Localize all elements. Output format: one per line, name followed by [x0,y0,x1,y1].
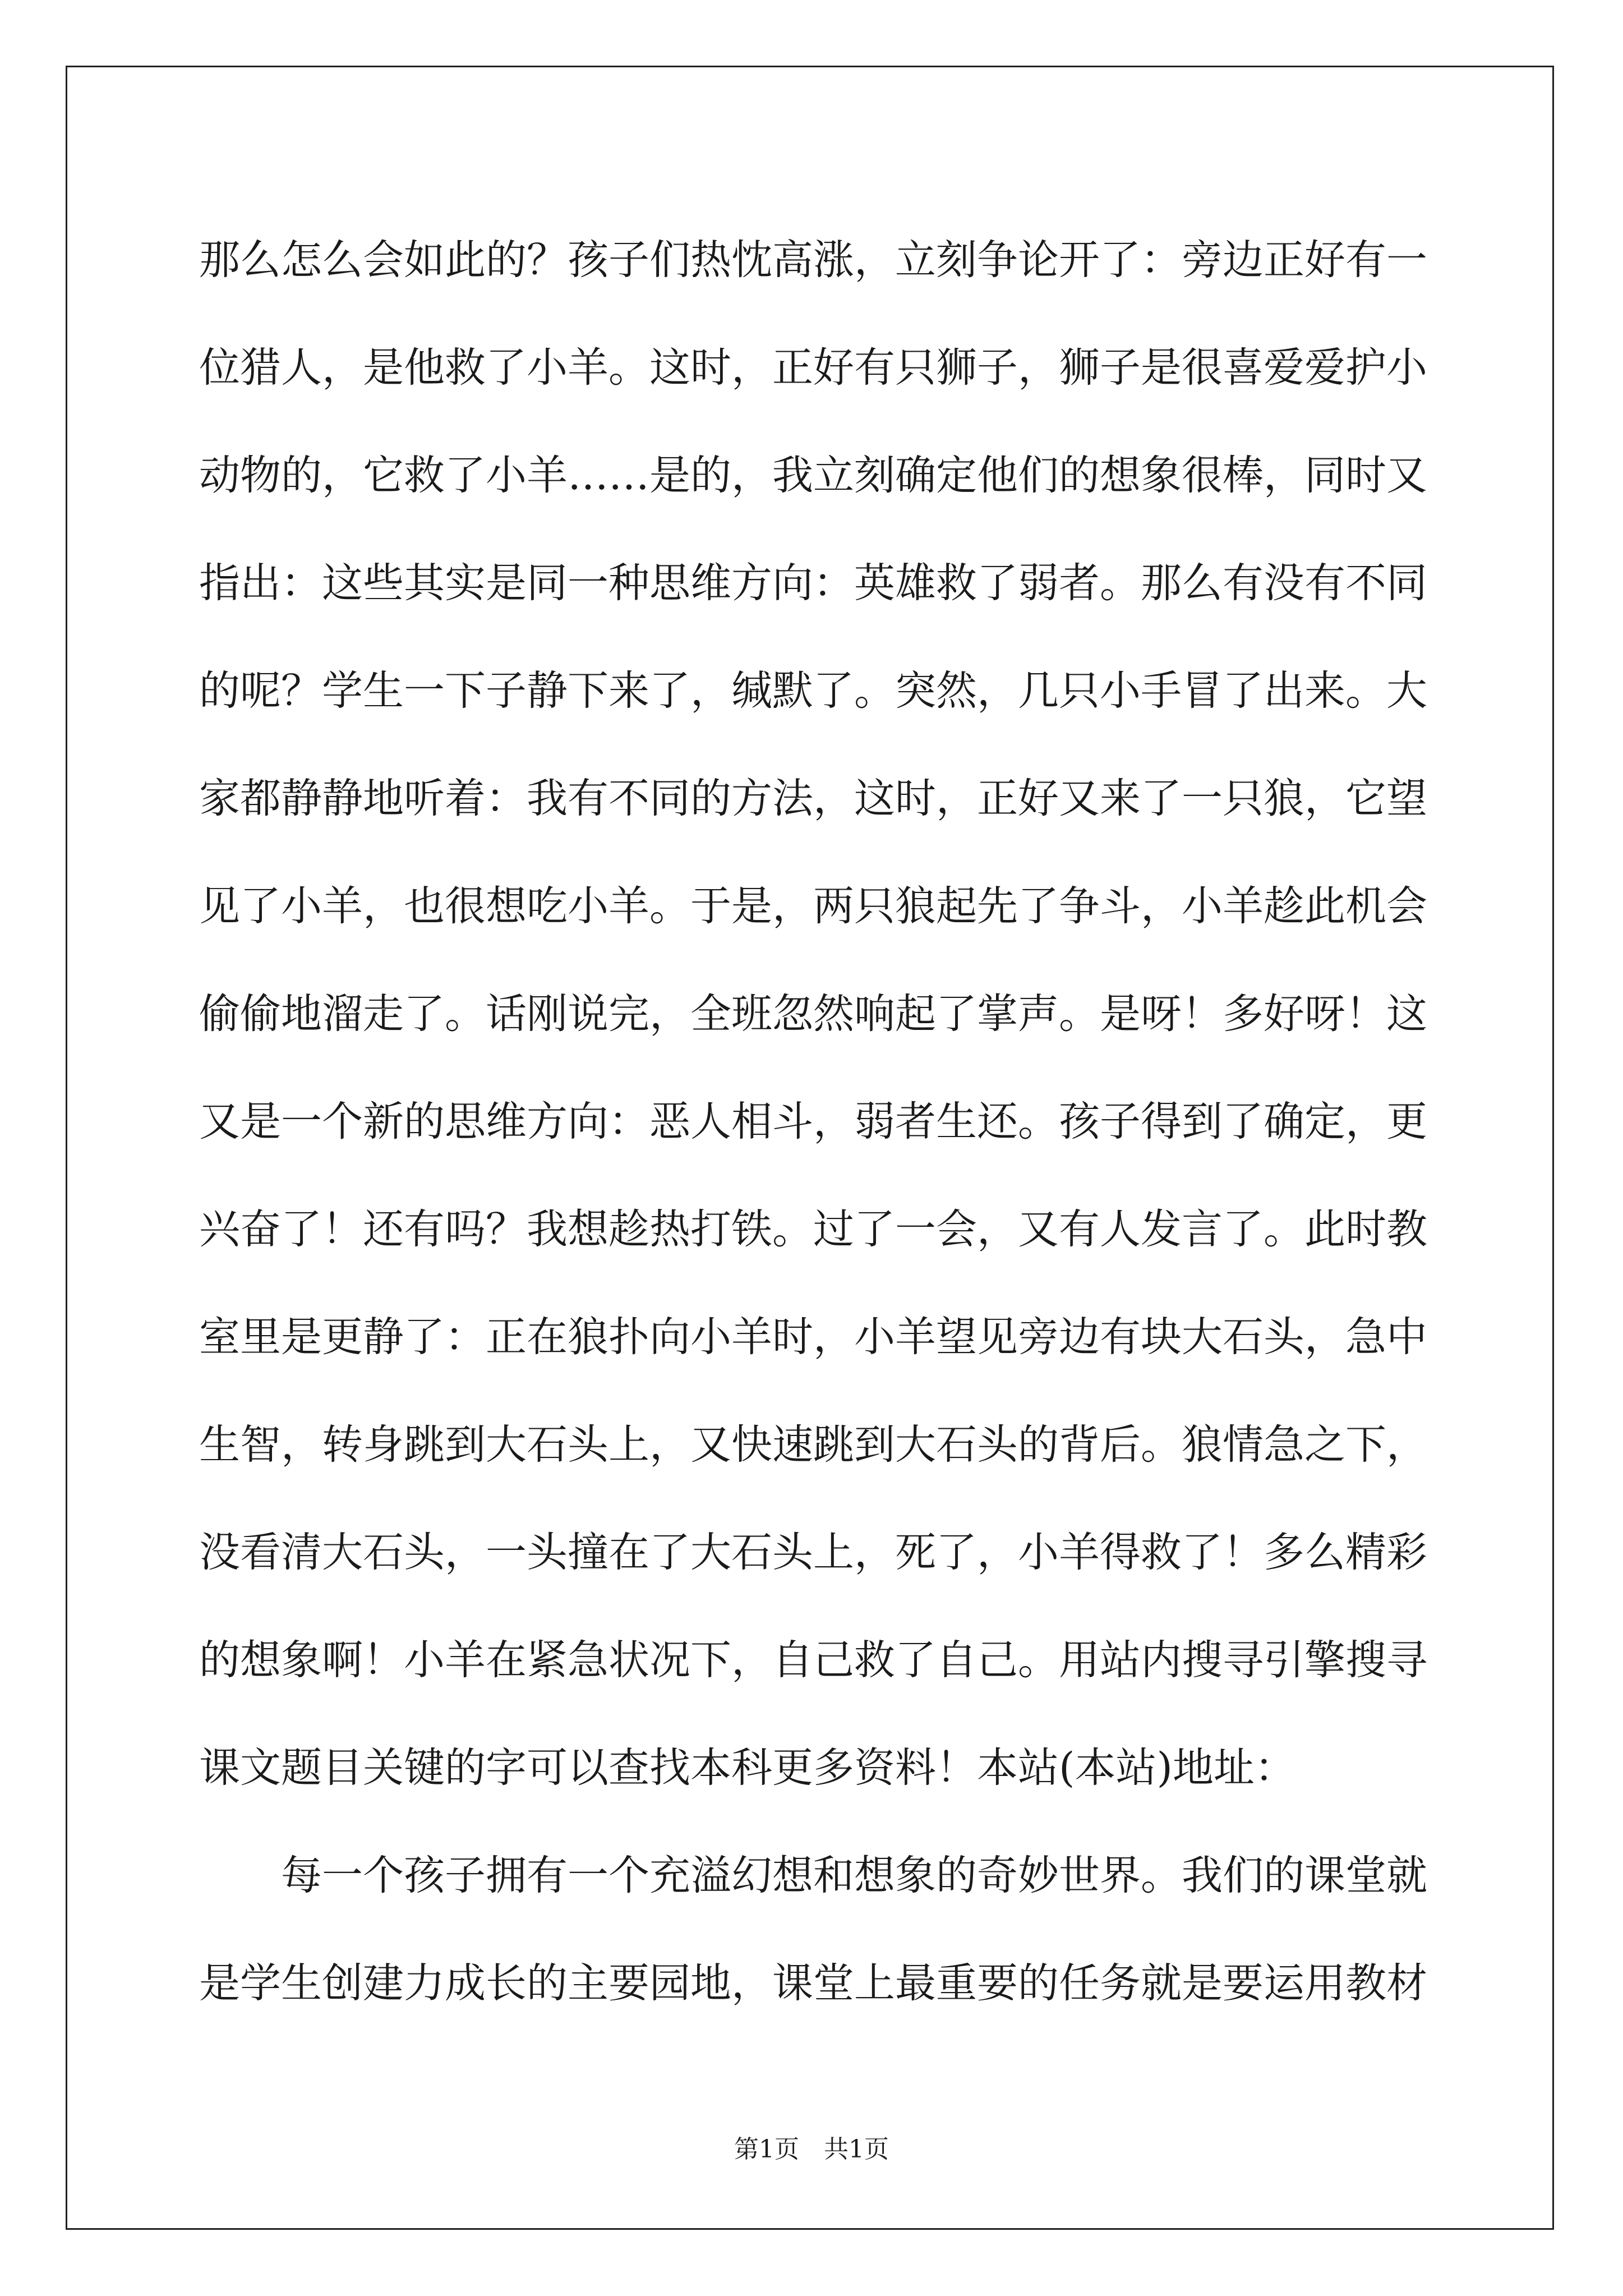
text-line: 兴奋了！还有吗？我想趁热打铁。过了一会，又有人发言了。此时教 [199,1205,1427,1253]
text-line: 每一个孩子拥有一个充溢幻想和想象的奇妙世界。我们的课堂就 [199,1852,1427,1899]
page-footer: 第1页 共1页 [734,2135,889,2164]
text-line: 位猎人，是他救了小羊。这时，正好有只狮子，狮子是很喜爱爱护小 [199,344,1427,392]
text-line: 又是一个新的思维方向：恶人相斗，弱者生还。孩子得到了确定，更 [199,1098,1427,1145]
text-line: 偷偷地溜走了。话刚说完，全班忽然响起了掌声。是呀！多好呀！这 [199,990,1427,1038]
text-line: 指出：这些其实是同一种思维方向：英雄救了弱者。那么有没有不同 [199,559,1427,607]
text-line: 是学生创建力成长的主要园地，课堂上最重要的任务就是要运用教材 [199,1959,1427,2007]
text-line: 动物的，它救了小羊……是的，我立刻确定他们的想象很棒，同时又 [199,452,1427,499]
text-line: 家都静静地听着：我有不同的方法，这时，正好又来了一只狼，它望 [199,775,1427,822]
text-line: 室里是更静了：正在狼扑向小羊时，小羊望见旁边有块大石头，急中 [199,1313,1427,1361]
text-line: 课文题目关键的字可以查找本科更多资料！本站(本站)地址： [199,1744,1295,1792]
text-line: 见了小羊，也很想吃小羊。于是，两只狼起先了争斗，小羊趁此机会 [199,882,1427,930]
text-line: 的想象啊！小羊在紧急状况下，自己救了自己。用站内搜寻引擎搜寻 [199,1636,1427,1684]
text-line: 的呢？学生一下子静下来了，缄默了。突然，几只小手冒了出来。大 [199,667,1427,715]
text-line: 没看清大石头，一头撞在了大石头上，死了，小羊得救了！多么精彩 [199,1529,1427,1576]
text-line: 生智，转身跳到大石头上，又快速跳到大石头的背后。狼情急之下， [199,1421,1427,1469]
text-line: 那么怎么会如此的？孩子们热忱高涨，立刻争论开了：旁边正好有一 [199,236,1427,284]
document-body [199,206,1427,2037]
